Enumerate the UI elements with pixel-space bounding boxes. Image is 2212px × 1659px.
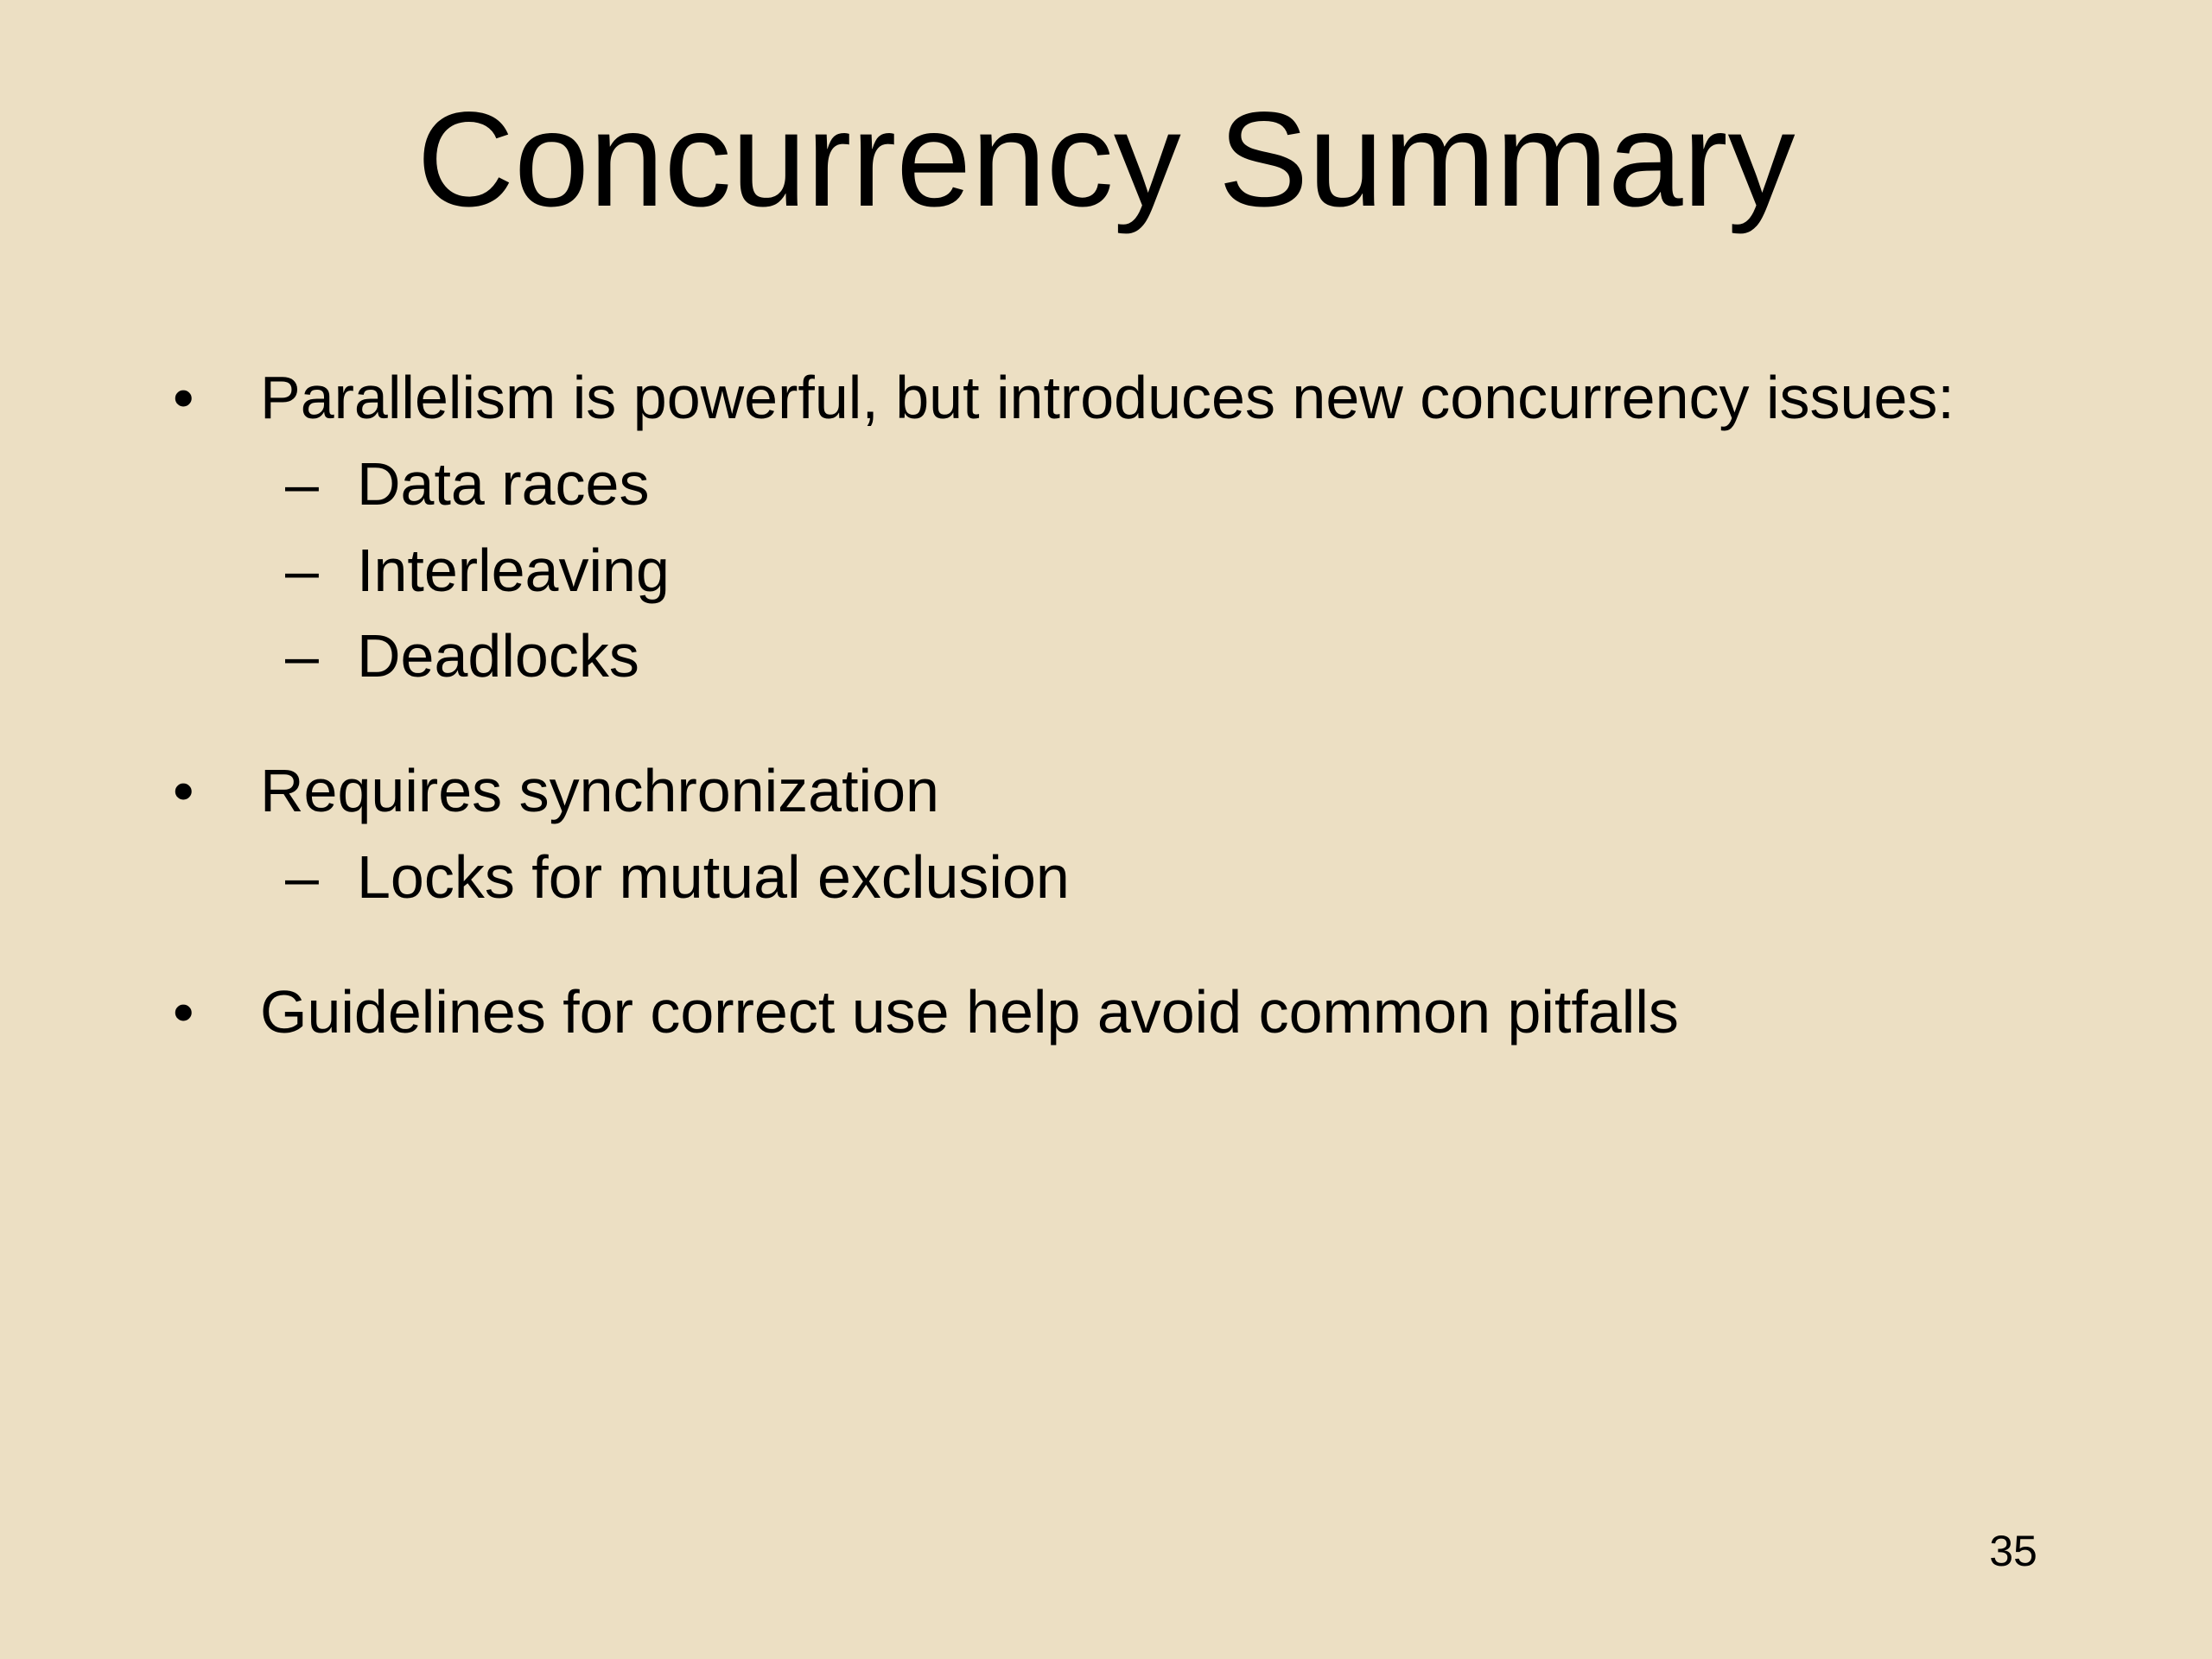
sub-bullet-text: Data races	[357, 450, 650, 518]
dash-icon: –	[285, 450, 319, 518]
bullet-text: Parallelism is powerful, but introduces new concurrency issues:	[260, 364, 1955, 431]
bullet-item	[0, 354, 2212, 441]
sub-bullet-item	[0, 834, 2212, 920]
dash-icon: –	[285, 537, 319, 604]
bullet-item	[0, 747, 2212, 834]
sub-bullet-item	[0, 527, 2212, 613]
dash-icon: –	[285, 843, 319, 911]
sub-bullet-text: Deadlocks	[357, 622, 639, 690]
dash-icon: –	[285, 622, 319, 690]
bullet-text: Guidelines for correct use help avoid common pitfalls	[260, 978, 1679, 1046]
bullet-text: Requires synchronization	[260, 757, 939, 824]
bullet-item	[0, 969, 2212, 1055]
bullet-icon: •	[173, 364, 194, 431]
sub-bullet-text: Locks for mutual exclusion	[357, 843, 1070, 911]
sub-bullet-item	[0, 441, 2212, 527]
slide-title: Concurrency Summary	[416, 85, 1796, 235]
sub-bullet-text: Interleaving	[357, 537, 670, 604]
page-number: 35	[1989, 1527, 2037, 1575]
sub-bullet-item	[0, 613, 2212, 699]
bullet-icon: •	[173, 757, 194, 824]
bullet-icon: •	[173, 978, 194, 1046]
